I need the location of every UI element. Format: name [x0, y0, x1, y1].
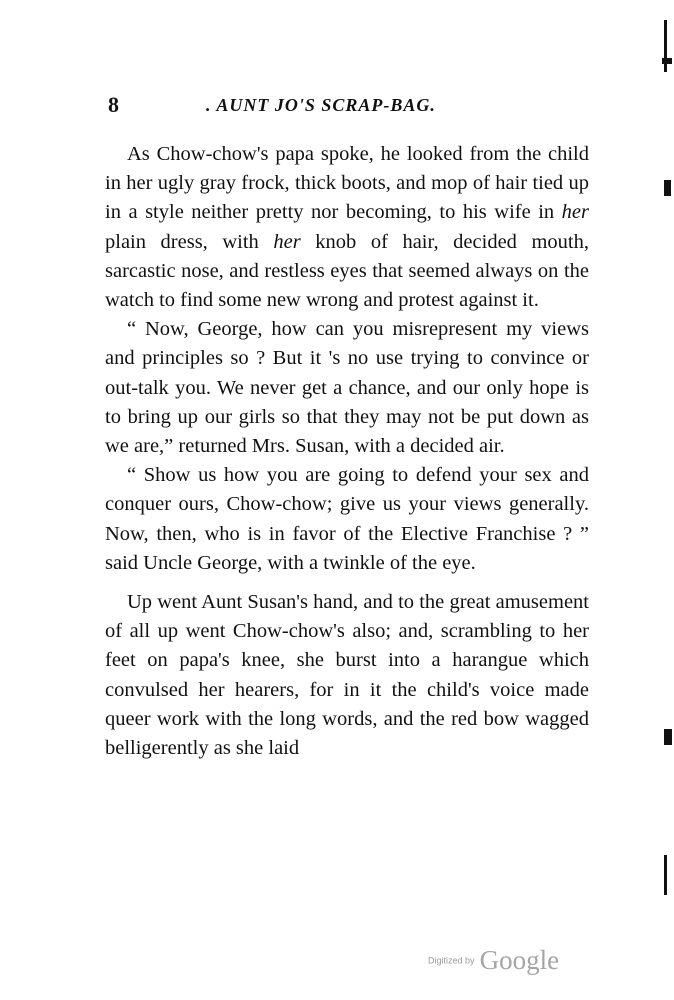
page-header	[108, 92, 508, 116]
paragraph	[105, 315, 589, 461]
italic-text-run: her	[561, 201, 589, 224]
text-run: As Chow-chow's papa spoke, he looked from the child in her ugly gray frock, thick boots, and mop of hair tied up in a style neither pretty nor becoming, to his wife in	[105, 143, 589, 224]
paragraph	[105, 461, 589, 578]
text-run: plain dress, with	[105, 230, 274, 253]
scan-edge-mark	[664, 20, 667, 72]
running-head: . AUNT JO'S SCRAP-BAG.	[206, 95, 436, 115]
paragraph	[105, 140, 589, 315]
text-run: “ Show us how you are going to defend your sex and conquer ours, Chow-chow; give us your views generally. Now, then, who is in favor of the Elective Franchise ? ” said Uncle George, with a twinkle of the eye.	[105, 464, 589, 574]
italic-text-run: her	[273, 230, 301, 253]
digitized-by-google-watermark	[428, 945, 559, 975]
google-logo: Google	[479, 945, 560, 975]
paragraph	[105, 588, 589, 763]
text-run: Up went Aunt Susan's hand, and to the great amusement of all up went Chow-chow's also; and, scrambling to her feet on papa's knee, she burst into a harangue which convulsed her hearers, for in it the child's voice made queer work with the long words, and the red bow wagged belligerently as she laid	[105, 591, 589, 760]
watermark-small-text: Digitized by	[428, 955, 475, 966]
text-run: knob of hair, decided mouth, sarcastic nose, and restless eyes that seemed always on the watch to find some new wrong and protest against it.	[105, 230, 589, 312]
scan-edge-mark	[662, 58, 672, 64]
page-number: 8	[108, 92, 119, 117]
scan-edge-mark	[664, 729, 672, 745]
scan-edge-mark	[664, 855, 667, 895]
scan-edge-mark	[664, 180, 671, 196]
text-run: “ Now, George, how can you misrepresent my views and principles so ? But it 's no use trying to convince or out-talk you. We never get a chance, and our only hope is to bring up our girls so that they may not be put down as we are,” returned Mrs. Susan, with a decided air.	[105, 318, 589, 458]
body-text	[105, 140, 589, 763]
